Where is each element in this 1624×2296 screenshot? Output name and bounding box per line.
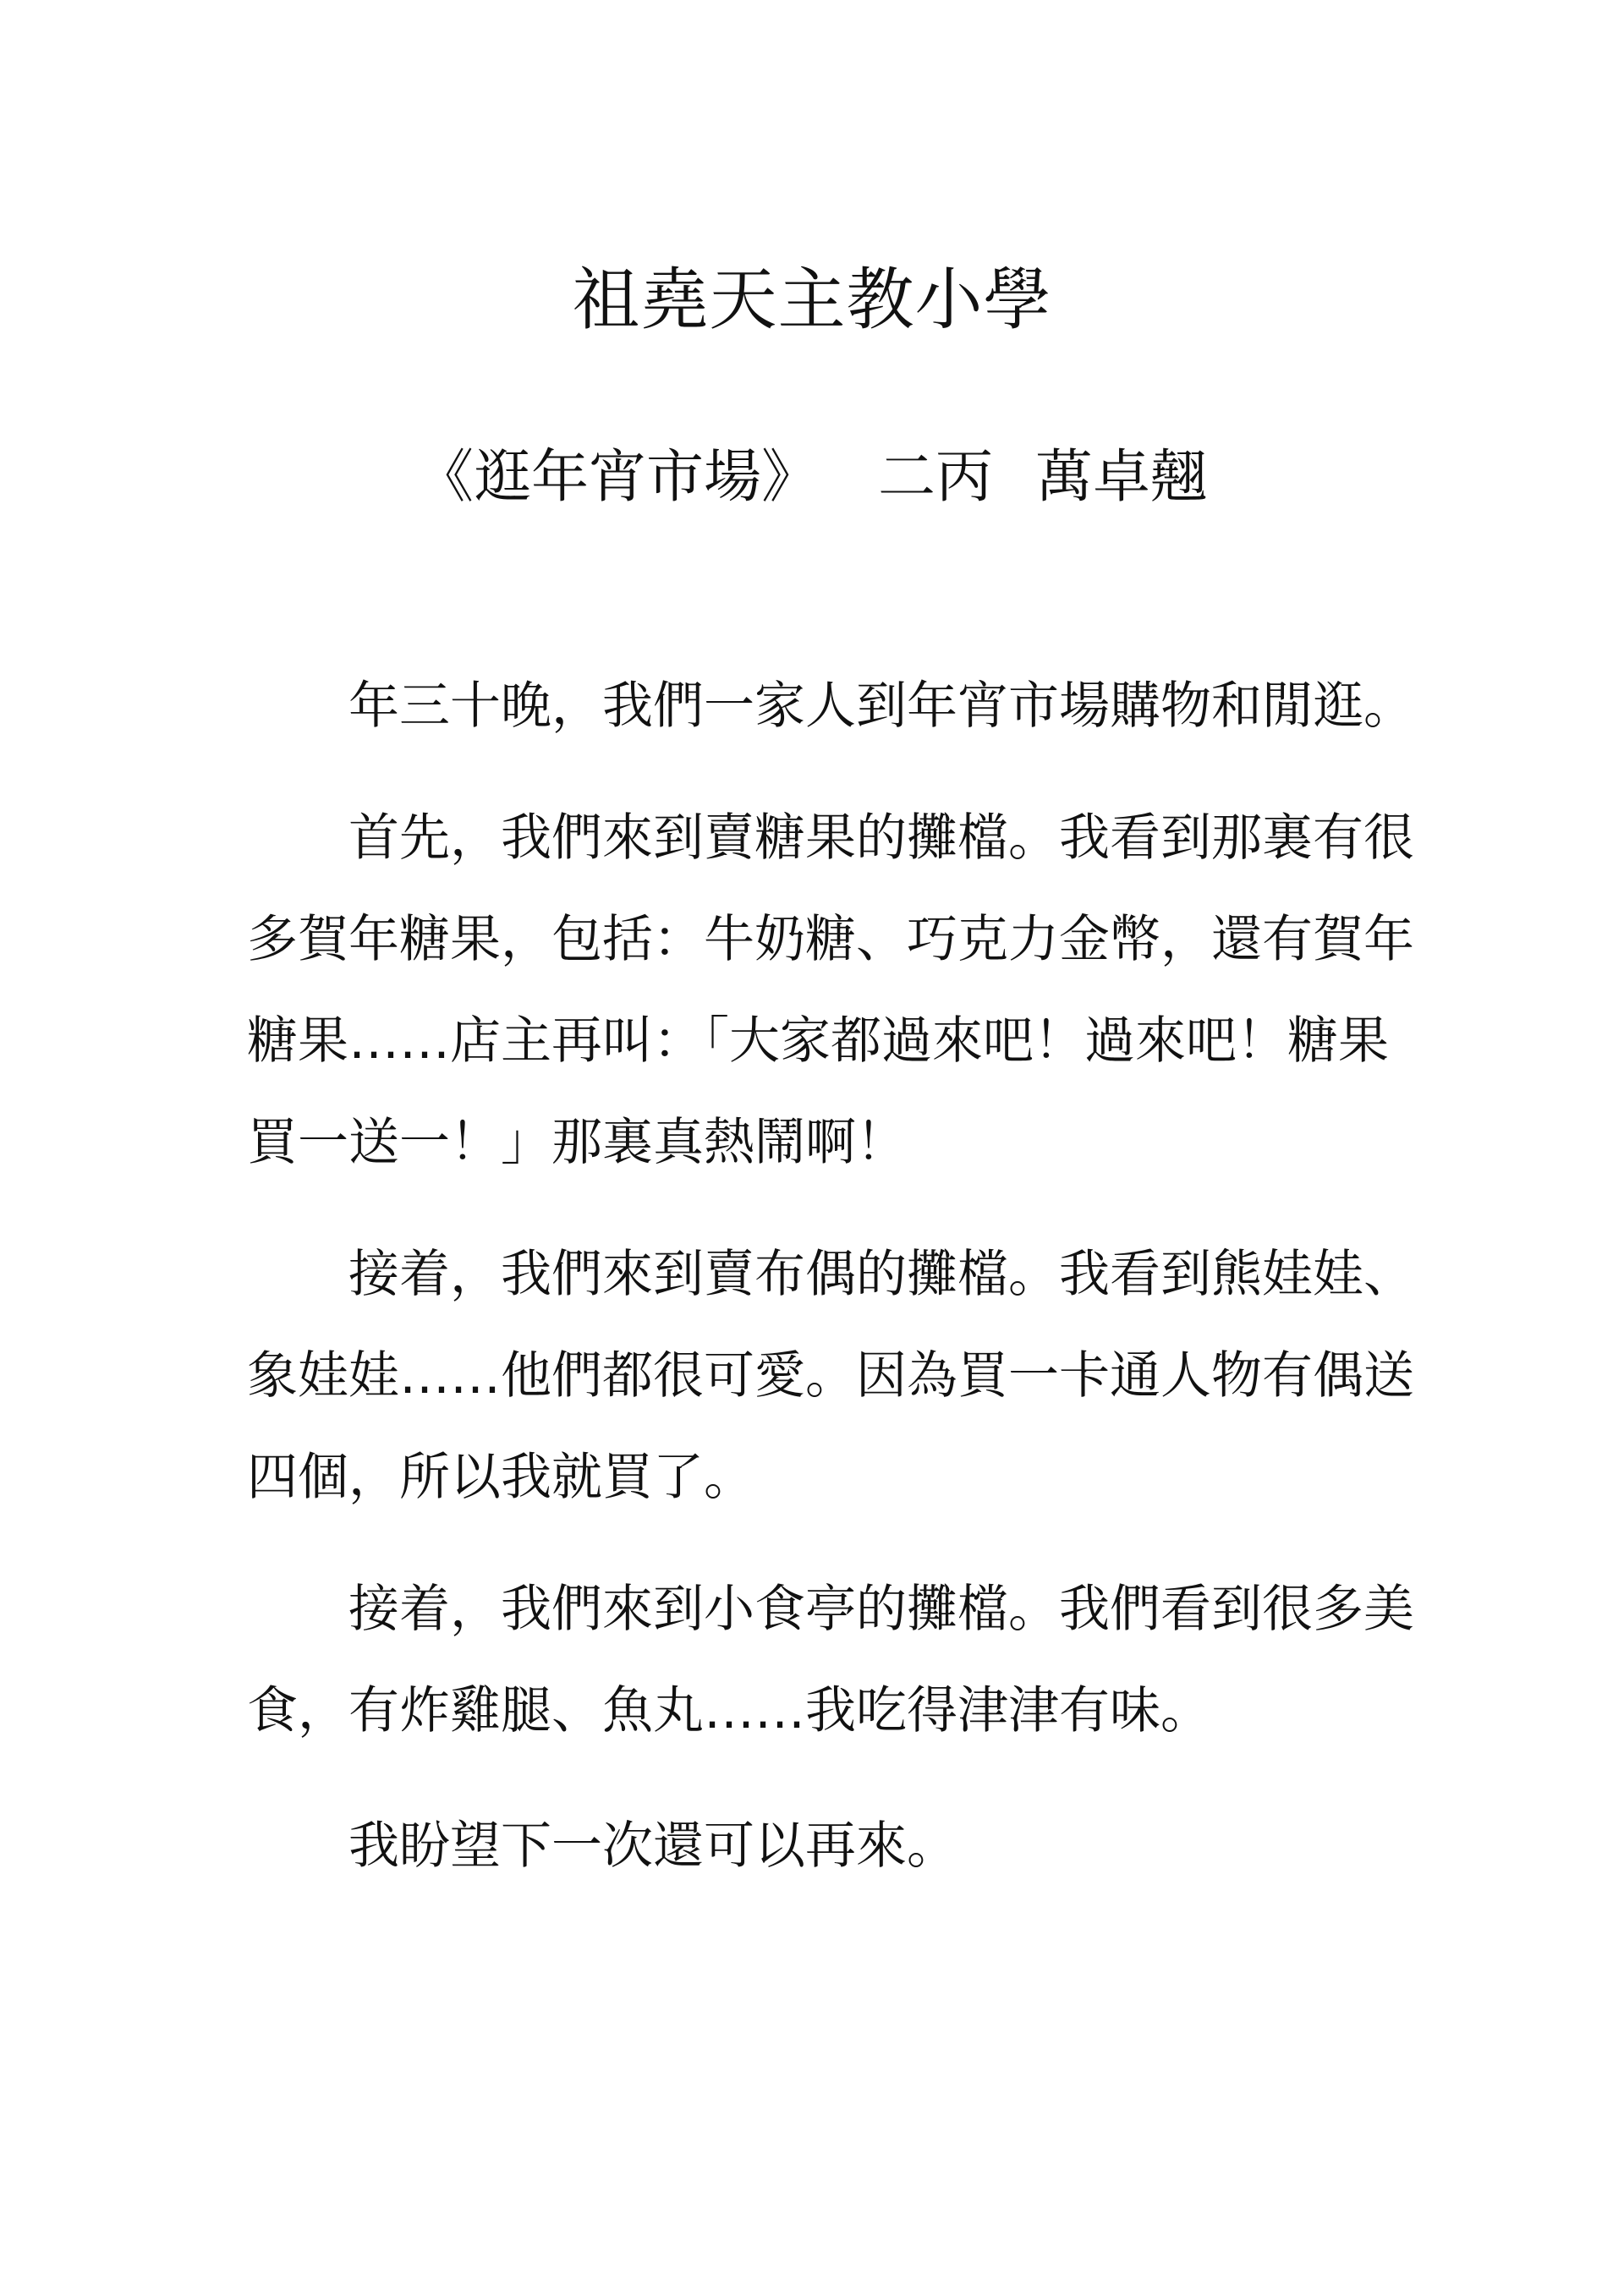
- school-name-heading: 祖堯天主教小學: [572, 260, 1052, 339]
- paragraph-4: 接着，我們來到小食亭的攤檔。我們看到很多美食，有炸雞腿、魚丸……我吃得津津有味。: [247, 1580, 1414, 1740]
- paragraph-2: 首先，我們來到賣糖果的攤檔。我看到那裏有很多賀年糖果，包括：牛奶糖、巧克力金幣，還有賀年糖果……店主再叫：「大家都過來吧！過來吧！糖果買一送一！」那裏真熱鬧啊！: [247, 808, 1414, 1172]
- paragraph-5: 我盼望下一次還可以再來。: [348, 1817, 957, 1876]
- paragraph-1: 年三十晚，我們一家人到年宵市場購物和閒逛。: [348, 677, 1414, 736]
- author-name: 萬卓翹: [1035, 444, 1209, 511]
- paragraph-3: 接着，我們來到賣布偶的攤檔。我看到熊娃娃、象娃娃……他們都很可愛。因為買一卡通人物有偶送四個，所以我就買了。: [247, 1245, 1414, 1507]
- class-name: 二丙: [877, 444, 993, 511]
- essay-heading: [0, 436, 1624, 520]
- essay-body: [247, 655, 1414, 1927]
- essay-title: 《逛年宵市場》: [415, 444, 819, 511]
